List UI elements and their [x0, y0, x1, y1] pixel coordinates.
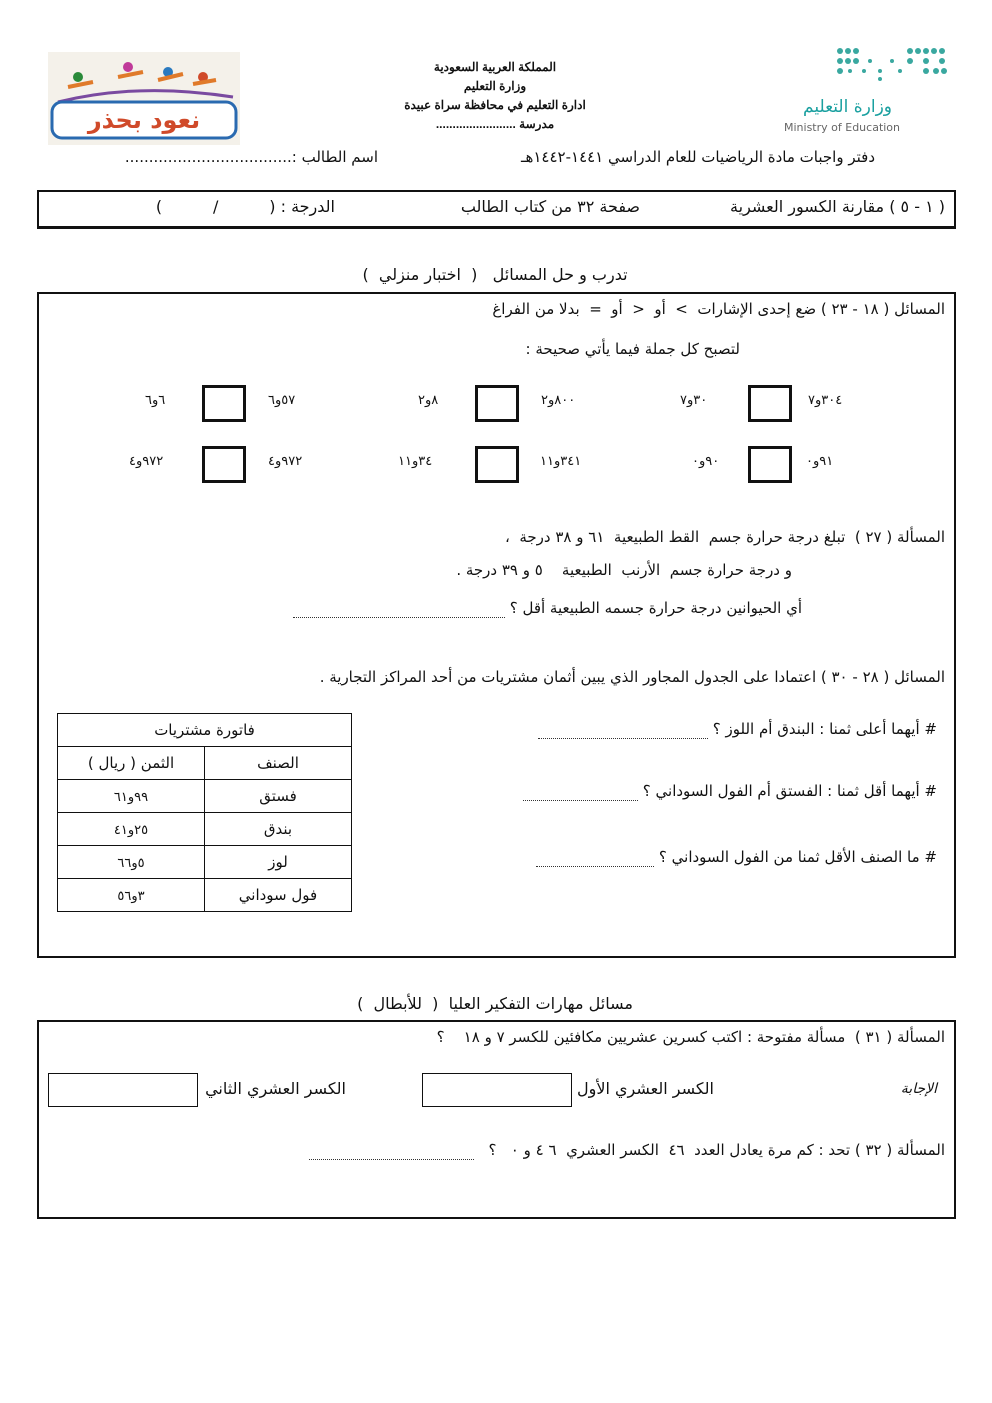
table-title: فاتورة مشتريات: [58, 714, 352, 747]
comparison-answer-box[interactable]: [748, 446, 792, 483]
comparison-left-value: ٧و٣٠٤: [808, 393, 843, 408]
comparison-right-value: ٧و٣٠: [680, 393, 708, 408]
q32-question: المسألة ( ٣٢ ) تحد : كم مرة يعادل العدد ٤٦ الكسر العشري ٦ ٤ و ٠ ؟: [488, 1141, 945, 1159]
question-text: # أيهما أعلى ثمنا : البندق أم اللوز ؟: [712, 720, 937, 738]
second-fraction-label: الكسر العشري الثاني: [205, 1079, 346, 1098]
price-cell: [58, 846, 205, 879]
comparison-right-value: ٦و٦: [145, 393, 166, 408]
q32-text: [309, 1140, 945, 1160]
purchase-invoice-table: [57, 713, 352, 912]
column-header-item: الصنف: [205, 747, 352, 780]
department-label: ادارة التعليم في محافظة سراة عبيدة: [404, 98, 586, 112]
q31-text: المسألة ( ٣١ ) مسألة مفتوحة : اكتب كسرين عشريين مكافئين للكسر ٧ و ١٨ ؟: [436, 1028, 945, 1046]
comparison-answer-box[interactable]: [475, 385, 519, 422]
lesson-title: ( ١ - ٥ ) مقارنة الكسور العشرية: [730, 197, 945, 216]
q28-30-instruction: المسائل ( ٢٨ - ٣٠ ) اعتمادا على الجدول المجاور الذي يبين أثمان مشتريات من أحد المراكز التجارية .: [319, 668, 945, 686]
q27-line1: المسألة ( ٢٧ ) تبلغ درجة حرارة جسم القط الطبيعية ٦١ و ٣٨ درجة ،: [504, 528, 945, 546]
question-item: [523, 781, 937, 801]
table-row: [58, 813, 352, 846]
q27-question: [293, 598, 802, 618]
comparison-left-value: ٠و٩١: [806, 454, 834, 469]
notebook-title: دفتر واجبات مادة الرياضيات للعام الدراسي ١٤٤١-١٤٤٢هـ: [521, 148, 875, 166]
section2-title: مسائل مهارات التفكير العليا ( للأبطال ): [357, 994, 633, 1013]
price-value: ٥٦و٣: [117, 889, 145, 904]
first-fraction-input[interactable]: [422, 1073, 572, 1107]
grade-field: الدرجة : ( / ): [155, 197, 335, 216]
ministry-logo-english: Ministry of Education: [784, 121, 901, 134]
comparison-answer-box[interactable]: [748, 385, 792, 422]
dots-pattern-icon: [780, 45, 948, 85]
section2-frame: [37, 1020, 956, 1219]
item-cell: بندق: [205, 813, 352, 846]
comparison-right-value: ٠و٩٠: [692, 454, 720, 469]
comparison-answer-box[interactable]: [202, 446, 246, 483]
q27-question-text: أي الحيوانين درجة حرارة جسمه الطبيعية أقل ؟: [509, 599, 802, 617]
price-value: ٤١و٢٥: [113, 823, 149, 838]
answer-line[interactable]: [536, 854, 654, 867]
column-header-price: الثمن ( ريال ): [58, 747, 205, 780]
comparison-right-value: ١١و٣٤: [398, 454, 433, 469]
ministry-logo: [780, 45, 948, 137]
q18-23-subinstruction: لتصبح كل جملة فيما يأتي صحيحة :: [525, 340, 740, 358]
price-cell: [58, 780, 205, 813]
comparison-left-value: ٢و٨٠٠: [541, 393, 576, 408]
student-name-field[interactable]: اسم الطالب :...................................: [124, 148, 378, 166]
first-fraction-label: الكسر العشري الأول: [576, 1079, 714, 1098]
comparison-right-value: ٢و٨: [418, 393, 439, 408]
textbook-page: صفحة ٣٢ من كتاب الطالب: [460, 197, 640, 216]
table-row: [58, 846, 352, 879]
question-item: [538, 719, 937, 739]
table-row: [58, 879, 352, 912]
school-label: مدرسة ........................: [435, 117, 555, 131]
question-text: # ما الصنف الأقل ثمنا من الفول السوداني ؟: [658, 848, 937, 866]
comparison-left-value: ٦و٥٧: [268, 393, 296, 408]
comparison-right-value: ٤و٩٧٢: [129, 454, 164, 469]
question-text: # أيهما أقل ثمنا : الفستق أم الفول السوداني ؟: [642, 782, 937, 800]
ministry-logo-arabic: وزارة التعليم: [803, 97, 892, 117]
logo-text: نعود بحذر: [87, 106, 201, 134]
price-value: ٦١و٩٩: [113, 790, 149, 805]
price-cell: [58, 813, 205, 846]
q18-23-instruction: المسائل ( ١٨ - ٢٣ ) ضع إحدى الإشارات > أو < أو = بدلا من الفراغ: [492, 300, 945, 318]
back-safely-logo: [48, 52, 240, 145]
price-value: ٦٦و٥: [117, 856, 145, 871]
comparison-left-value: ١١و٣٤١: [540, 454, 582, 469]
answer-line[interactable]: [538, 726, 708, 739]
answer-line[interactable]: [523, 788, 638, 801]
item-cell: فول سوداني: [205, 879, 352, 912]
section1-title: تدرب و حل المسائل ( اختبار منزلي ): [362, 265, 628, 284]
table-row: [58, 780, 352, 813]
comparison-left-value: ٤و٩٧٢: [268, 454, 303, 469]
q27-line2: و درجة حرارة جسم الأرنب الطبيعية ٥ و ٣٩ درجة .: [456, 561, 792, 579]
item-cell: فستق: [205, 780, 352, 813]
ministry-label: وزارة التعليم: [463, 79, 527, 93]
answer-label: الإجابة: [900, 1081, 937, 1097]
price-cell: [58, 879, 205, 912]
item-cell: لوز: [205, 846, 352, 879]
answer-line[interactable]: [293, 605, 505, 618]
second-fraction-input[interactable]: [48, 1073, 198, 1107]
comparison-answer-box[interactable]: [202, 385, 246, 422]
comparison-answer-box[interactable]: [475, 446, 519, 483]
kingdom-label: المملكة العربية السعودية: [433, 60, 557, 74]
answer-line[interactable]: [309, 1147, 474, 1160]
question-item: [536, 847, 937, 867]
